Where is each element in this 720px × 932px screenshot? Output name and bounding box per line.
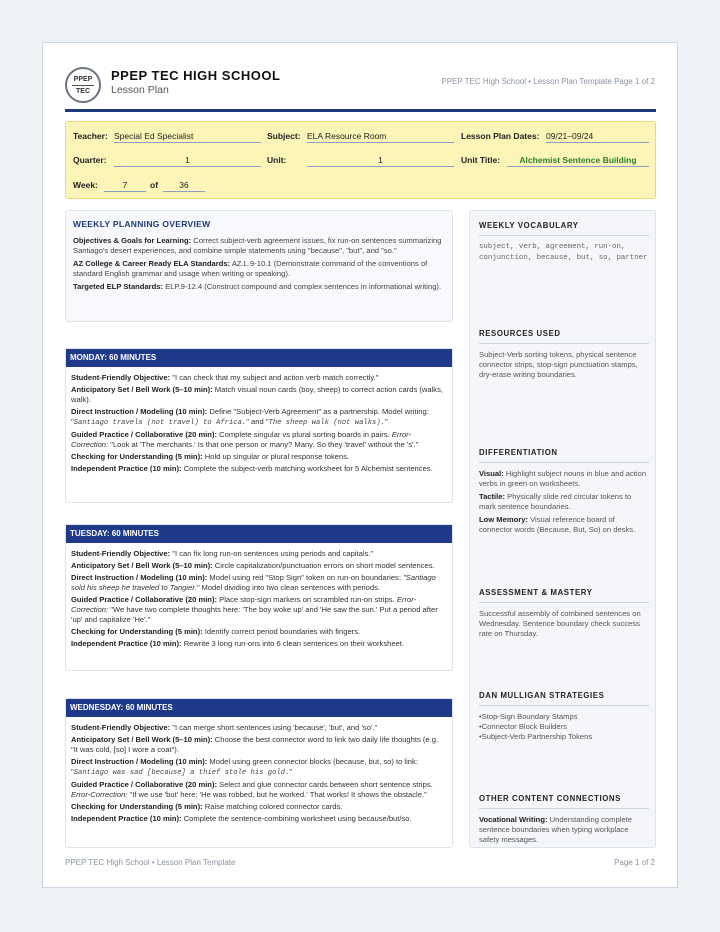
- vocational-writing-label: Vocational Writing:: [479, 815, 548, 824]
- monday-header: MONDAY: 60 MINUTES: [66, 349, 452, 367]
- document-subtitle: Lesson Plan: [111, 84, 169, 96]
- sfo-label: Student-Friendly Objective:: [71, 723, 171, 732]
- di-label: Direct Instruction / Modeling (10 min):: [71, 407, 208, 416]
- anticipatory-value: Choose the best connector word to link two daily life thoughts (e.g. "It was cold, [so] I wore a coat").: [71, 735, 439, 754]
- diff-low-memory: [479, 515, 649, 535]
- differentiation-section: [479, 448, 649, 538]
- sfo-value: "I can fix long run-on sentences using periods and capitals.": [172, 549, 374, 558]
- wednesday-independent-practice: [71, 814, 447, 824]
- wednesday-objective: [71, 723, 447, 733]
- wednesday-card: [65, 698, 453, 848]
- monday-independent-practice: [71, 464, 447, 474]
- logo-bottom-text: TEC: [76, 87, 90, 95]
- resources-title: RESOURCES USED: [479, 329, 649, 344]
- teacher-field[interactable]: Special Ed Specialist: [114, 131, 261, 143]
- tuesday-independent-practice: [71, 639, 447, 649]
- assessment-title: ASSESSMENT & MASTERY: [479, 588, 649, 603]
- list-item: • Connector Block Builders: [479, 722, 649, 732]
- monday-anticipatory: [71, 385, 447, 405]
- wednesday-cfu: [71, 802, 447, 812]
- vocational-writing-value: Understanding complete sentence boundaries when typing workplace safety messages.: [479, 815, 632, 844]
- lesson-plan-page: [42, 42, 678, 888]
- anticipatory-label: Anticipatory Set / Bell Work (5–10 min):: [71, 561, 213, 570]
- unit-title-label: Unit Title:: [461, 155, 501, 165]
- di-text: ": [384, 417, 388, 426]
- gp-text: "If we use 'but' here: 'He was robbed, but he worked.' That works! It shows the obstacle.": [129, 790, 427, 799]
- overview-title: WEEKLY PLANNING OVERVIEW: [73, 219, 211, 229]
- list-item: • Subject-Verb Partnership Tokens: [479, 732, 649, 742]
- school-logo: [65, 67, 101, 103]
- di-label: Direct Instruction / Modeling (10 min):: [71, 573, 208, 582]
- logo-top-text: PPEP: [73, 75, 93, 83]
- ip-value: Complete the subject-verb matching worksheet for 5 Alchemist sentences.: [183, 464, 433, 473]
- monday-objective: [71, 373, 447, 383]
- week-label: Week:: [73, 180, 98, 190]
- vocabulary-list: subject, verb, agreement, run-on, conjunction, because, but, so, partner: [479, 243, 648, 262]
- assessment-section: [479, 588, 649, 642]
- elp-standards-value: ELP.9-12.4 (Construct compound and complex sentences in informational writing).: [165, 282, 442, 291]
- sfo-value: "I can merge short sentences using 'because', 'but', and 'so'.": [172, 723, 378, 732]
- ip-value: Complete the sentence-combining worksheet using because/but/so.: [183, 814, 412, 823]
- vocabulary-title: WEEKLY VOCABULARY: [479, 221, 649, 236]
- week-field[interactable]: 7: [104, 180, 146, 192]
- di-example: "Santiago sold his sheep he traveled to Tangier.": [71, 573, 436, 592]
- gp-text: "We have two complete thoughts here: 'The boy woke up' and 'He saw the sun.' Put a period after 'up' and capitalize 'He'.": [71, 605, 438, 624]
- footer-left: PPEP TEC High School • Lesson Plan Template: [65, 858, 236, 867]
- az-standards-label: AZ College & Career Ready ELA Standards:: [73, 259, 231, 268]
- anticipatory-label: Anticipatory Set / Bell Work (5–10 min):: [71, 385, 213, 394]
- subject-field[interactable]: ELA Resource Room: [307, 131, 454, 143]
- wednesday-direct-instruction: [71, 757, 447, 778]
- lesson-info-box: [65, 121, 656, 199]
- header-page-info: PPEP TEC High School • Lesson Plan Template Page 1 of 2: [441, 77, 655, 86]
- objectives-text: [73, 236, 445, 256]
- diff-low-memory-value: Visual reference board of connector words (Because, But, So) on desks.: [479, 515, 636, 534]
- diff-visual-value: Highlight subject nouns in blue and action verbs in green on worksheets.: [479, 469, 647, 488]
- cfu-label: Checking for Understanding (5 min):: [71, 452, 203, 461]
- monday-cfu: [71, 452, 447, 462]
- week-total-field[interactable]: 36: [163, 180, 205, 192]
- unit-title-field[interactable]: Alchemist Sentence Building: [507, 155, 649, 167]
- quarter-field[interactable]: 1: [114, 155, 261, 167]
- gp-label: Guided Practice / Collaborative (20 min):: [71, 430, 218, 439]
- content-connections-section: [479, 794, 649, 848]
- anticipatory-value: Circle capitalization/punctuation errors on short model sentences.: [214, 561, 435, 570]
- sfo-label: Student-Friendly Objective:: [71, 549, 171, 558]
- dan-mulligan-list: [479, 712, 649, 742]
- diff-tactile-value: Physically slide red circular tokens to mark sentence boundaries.: [479, 492, 632, 511]
- anticipatory-label: Anticipatory Set / Bell Work (5–10 min):: [71, 735, 213, 744]
- di-example: The sheep walk (not walks).: [268, 419, 385, 427]
- dates-label: Lesson Plan Dates:: [461, 131, 540, 141]
- monday-guided-practice: [71, 430, 447, 450]
- tuesday-card: [65, 524, 453, 671]
- logo-divider: [72, 85, 94, 86]
- di-example: Santiago was sad [because] a thief stole his gold.: [73, 769, 290, 777]
- diff-tactile-label: Tactile:: [479, 492, 506, 501]
- cfu-label: Checking for Understanding (5 min):: [71, 802, 203, 811]
- cfu-label: Checking for Understanding (5 min):: [71, 627, 203, 636]
- wednesday-anticipatory: [71, 735, 447, 755]
- resources-section: [479, 329, 649, 383]
- sfo-value: "I can check that my subject and action verb match correctly.": [172, 373, 379, 382]
- diff-low-memory-label: Low Memory:: [479, 515, 528, 524]
- resources-text: Subject-Verb sorting tokens, physical sentence connector strips, stop-sign punctuation stamps, dry-erase writing boundaries.: [479, 350, 638, 379]
- tuesday-anticipatory: [71, 561, 447, 571]
- ip-label: Independent Practice (10 min):: [71, 464, 182, 473]
- di-text: ": [289, 767, 293, 776]
- school-name: PPEP TEC HIGH SCHOOL: [111, 68, 281, 83]
- gp-text: Select and glue connector cards between short sentence strips.: [219, 780, 433, 789]
- tuesday-objective: [71, 549, 447, 559]
- differentiation-title: DIFFERENTIATION: [479, 448, 649, 463]
- cfu-value: Identify correct period boundaries with fingers.: [204, 627, 361, 636]
- wednesday-guided-practice: [71, 780, 447, 800]
- di-text: Define "Subject-Verb Agreement" as a partnership. Model writing: ": [71, 407, 429, 426]
- cfu-value: Raise matching colored connector cards.: [204, 802, 343, 811]
- elp-standards-text: [73, 282, 445, 292]
- dates-field[interactable]: 09/21–09/24: [546, 131, 649, 143]
- ip-label: Independent Practice (10 min):: [71, 814, 182, 823]
- elp-standards-label: Targeted ELP Standards:: [73, 282, 164, 291]
- diff-visual-label: Visual:: [479, 469, 504, 478]
- assessment-text: Successful assembly of combined sentences on Wednesday. Sentence boundary check success rate on Thursday.: [479, 609, 641, 638]
- objectives-value: Correct subject-verb agreement issues, fix run-on sentences summarizing Santiago's desert experiences, and combine simple statements using "because", "but", and "so.": [73, 236, 442, 255]
- tuesday-cfu: [71, 627, 447, 637]
- list-item: • Stop-Sign Boundary Stamps: [479, 712, 649, 722]
- vocabulary-section: [479, 221, 649, 264]
- cfu-value: Hold up singular or plural response tokens.: [204, 452, 350, 461]
- quarter-label: Quarter:: [73, 155, 107, 165]
- objectives-label: Objectives & Goals for Learning:: [73, 236, 192, 245]
- tuesday-header: TUESDAY: 60 MINUTES: [66, 525, 452, 543]
- unit-field[interactable]: 1: [307, 155, 454, 167]
- di-text: Model dividing into two clean sentences with periods.: [201, 583, 381, 592]
- week-of-label: of: [150, 180, 159, 190]
- tuesday-guided-practice: [71, 595, 447, 625]
- teacher-label: Teacher:: [73, 131, 108, 141]
- dan-mulligan-section: [479, 691, 649, 742]
- error-correction-label: Error-Correction:: [71, 595, 417, 614]
- unit-label: Unit:: [267, 155, 287, 165]
- di-example: Santiago travels (not travel) to Africa.: [73, 419, 247, 427]
- gp-label: Guided Practice / Collaborative (20 min):: [71, 595, 218, 604]
- content-connections-text: [479, 815, 649, 845]
- di-label: Direct Instruction / Modeling (10 min):: [71, 757, 208, 766]
- error-correction-label: Error-Correction:: [71, 430, 412, 449]
- subject-label: Subject:: [267, 131, 301, 141]
- gp-text: Complete singular vs plural sorting boards in pairs.: [219, 430, 390, 439]
- footer-page-number: Page 1 of 2: [614, 858, 655, 867]
- ip-label: Independent Practice (10 min):: [71, 639, 182, 648]
- diff-tactile: [479, 492, 649, 512]
- content-connections-title: OTHER CONTENT CONNECTIONS: [479, 794, 649, 809]
- tuesday-direct-instruction: [71, 573, 447, 593]
- az-standards-value: AZ.L.9-10.1 (Demonstrate command of the conventions of standard English grammar and usage when writing or speaking).: [73, 259, 428, 278]
- weekly-overview-panel: [65, 210, 453, 322]
- wednesday-header: WEDNESDAY: 60 MINUTES: [66, 699, 452, 717]
- monday-direct-instruction: [71, 407, 447, 428]
- ip-value: Rewrite 3 long run-ons into 6 clean sentences on their worksheet.: [183, 639, 405, 648]
- di-text: Model using green connector blocks (because, but, so) to link: ": [71, 757, 418, 776]
- header-divider: [65, 109, 656, 112]
- az-standards-text: [73, 259, 445, 279]
- di-text: Model using red "Stop Sign" token on run-on boundaries:: [209, 573, 401, 582]
- error-correction-label: Error-Correction:: [71, 790, 128, 799]
- gp-text: Place stop-sign markers on scrambled run-on strips.: [219, 595, 395, 604]
- gp-label: Guided Practice / Collaborative (20 min):: [71, 780, 218, 789]
- anticipatory-value: Match visual noun cards (boy, sheep) to correct action cards (walks, walk).: [71, 385, 443, 404]
- gp-text: "Look at 'The merchants.' Is that one person or many? Many. So they 'travel' without the 's'.": [110, 440, 419, 449]
- di-text: " and ": [246, 417, 269, 426]
- sidebar-panel: [469, 210, 656, 848]
- dan-mulligan-title: DAN MULLIGAN STRATEGIES: [479, 691, 649, 706]
- sfo-label: Student-Friendly Objective:: [71, 373, 171, 382]
- monday-card: [65, 348, 453, 503]
- diff-visual: [479, 469, 649, 489]
